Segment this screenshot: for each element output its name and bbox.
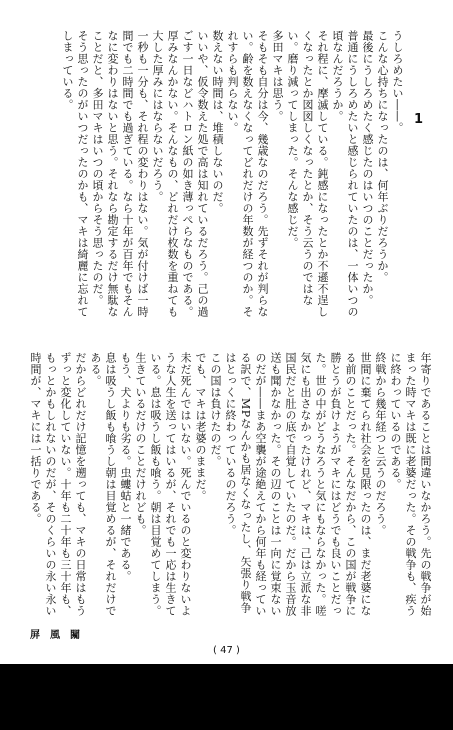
upper-text-block: うしろめたい――。 こんな心持ちになったのは、何年ぶりだろうか。 最後にうしろめたく感じたのはいつのことだったか。 普通にうしろめたいと感じられていたのは、一体いつの頃なんだろうか。 それ程に、摩滅している。鈍感になったとか不遜不逞しくなったとか図図しくなったとか、そう云うのではない。磨り減ってしまった。そんな感じだ。 多田マキは思う。 そもそも自分は今、幾歳なのだろう。先ずそれが判らない。齢を数えなくなってどれだけの年数が経つのか。それすらも判らない。 数えない時間は、堆積しないのだ。 いいや、仮令数えた処で高は知れているだろう。己の過ごす一日などハトロン紙の如き薄っぺらなものである。厚みなんかない。そんなもの、どれだけ枚数を重ねても大した厚みにはならないだろう。 一秒も一分も、それ程の変わりはない。気が付けば一時間でも二時間でも過ぎている。なら十年が百年でもそんなに変わりはないと思う。それなら勘定するだけ無駄なことだと、多田マキはいつの頃からそう思ったのだ。 そう思ったのがいつだったのかも、マキは綺麗に忘れてしまっている。 — [61, 30, 404, 318]
page-number: ( 47 ) — [213, 645, 240, 656]
lower-text-block: 年寄りであることは間違いなかろう。先の戦争が始まった時マキは既に老婆だった。その戦争も、疾うに終わっているのである。 終戦から幾年経つと云うのだろう。 世間に棄てられ社会を見限ったのは、まだ老婆になる前のことだった。そんなだから、この国が戦争に勝とうが負けようがマキにはどうでも良いことだった。世の中がどうなろうと気にもならなかった。嗟気にも出さなかったけれど、マキは、己は立派な非国民だと肚の底で自覚していたのだ。だから玉音放送も聞かなかった。その辺のことは一向に覚束ないのだが――まあ空襲が途絶えてから何年も経っている訳で、MPなんかも居なくなったし、矢張り戦争はとっくに終わっているのだろう。 この国は負けたのだ。 でも、マキは老婆のままだ。 未だ死んではいない。死んでいるのと変わりないような人生を送ってはいるが、それでも一応は生きている。息は吸うし飯も喰う。朝は目覚めてしまう。 生きているだけのことだけれども。 もう、犬よりも劣る。虫螻蛄と一緒である。 息は吸うし飯も喰うし朝は目覚めるが、それだけである。 だからどれだけ記憶を遡っても、マキの日常はもうずっと変化していない。十年も二十年も三十年も、もっとかもしれないのだが、そのくらいの永い永い時間が、マキには一括りである。 — [29, 352, 432, 617]
running-head: 屏風闚 — [30, 630, 90, 641]
section-number: 1 — [413, 112, 423, 127]
